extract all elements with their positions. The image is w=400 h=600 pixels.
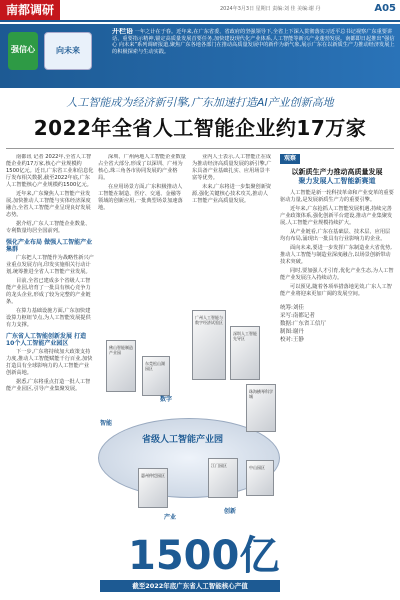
paragraph: 近年来,广东聚焦人工智能产业发展,加快推动人工智能与实体经济深度融合,全省人工智能产业呈现良好发展态势。 (6, 191, 91, 218)
headline-figure: 1500亿 (128, 533, 280, 579)
column-intro (112, 28, 396, 84)
paragraph: 面向未来,要进一步发挥广东制造业大省优势,推动人工智能与制造业深度融合,以场景创新带动技术突破。 (280, 245, 392, 265)
paragraph: 下一步,广东将持续加大政策支持力度,推动人工智能赋能千行百业,加快打造具有全球影响力的人工智能产业创新高地。 (6, 349, 93, 376)
strengthen-confidence-logo: 强信心 (8, 32, 38, 70)
credits: 统筹:刘佳 采写:南都记者 数据:广东省工信厅 制图:谢丹 校对:王静 (280, 305, 326, 343)
headline-divider (6, 148, 394, 149)
paragraph: 在算力基础设施方面,广东加快建设算力枢纽节点,为人工智能发展提供有力支撑。 (6, 308, 91, 328)
location-pin: 产业 (164, 514, 177, 521)
sub-headline: 人工智能成为经济新引擎,广东加速打造AI产业创新高地 (66, 96, 334, 109)
location-pin: 智能 (100, 420, 113, 427)
sidebar-tag: 观察 (280, 154, 300, 164)
figure-caption: 截至2022年底广东省人工智能核心产值 (100, 580, 280, 592)
building: 江门园区 (208, 458, 238, 498)
location-pin: 数字 (160, 396, 173, 403)
paragraph: 从产业链看,广东在基础层、技术层、应用层均有布局,涌现出一批具有行业影响力的企业。 (280, 229, 391, 242)
paragraph: 可以预见,随着各项举措落地见效,广东人工智能产业将迎来更加广阔的发展空间。 (280, 284, 392, 297)
page-header (0, 0, 400, 22)
building: 深圳人工智能先导区 (230, 326, 260, 380)
sidebar-commentary (280, 168, 394, 596)
paragraph: 业内人士表示,人工智能正在成为推动经济高质量发展的新引擎,广东具备产业基础扎实、应用场景丰富等优势。 (192, 154, 272, 181)
intro-lead: 开栏语 (112, 28, 133, 35)
location-pin: 创新 (224, 508, 237, 515)
paragraph: 同时,要加强人才引育,优化产业生态,为人工智能产业发展注入持续动力。 (280, 268, 394, 281)
page-number: A05 (374, 3, 396, 14)
towards-future-logo: 向未来 (44, 32, 92, 70)
building: 佛山智能制造产业园 (106, 340, 136, 392)
ai-park-infographic (96, 300, 280, 536)
section-heading: 广东省人工智能创新发展 打造10个人工智能产业园区 (6, 333, 87, 347)
article-column-3 (192, 154, 272, 304)
header-meta: 2024年3月3日 星期日 责编:刘 佳 美编:谢 丹 (220, 6, 321, 12)
paragraph: 在应用场景方面,广东积极推动人工智能在制造、医疗、交通、金融等领域的创新应用,一批典型场景加速落地。 (98, 184, 183, 211)
building: 珠海横琴科学城 (246, 384, 276, 432)
building: 中山园区 (246, 460, 274, 496)
building: 惠州仲恺园区 (138, 468, 168, 508)
section-heading: 强化产业布局 做强人工智能产业集群 (6, 239, 93, 253)
intro-text: 一年之计在于春。近年来,在广东省委、省政府的坚强领导下,全省上下深入贯彻落实习近平总书记视察广东重要讲话、重要指示精神,锚定高质量发展首要任务,加快建设现代化产业体系,人工智能等新兴产业蓬勃发展。南都即日起推出“强信心 向未来”系列调研报道,聚焦广东各地各部门在推动高质量发展中的新作为新气象,展示广东在以新质生产力推动经济发展上的积极探索与生动实践。 (112, 29, 395, 55)
paragraph: 深圳、广州两地人工智能企业数量占全省大部分,形成了以深圳、广州为核心,珠三角各市协同发展的产业格局。 (98, 154, 186, 181)
paragraph: 近年来,广东抢抓人工智能发展机遇,持续完善产业政策体系,强化创新平台建设,推动产业集聚发展,人工智能产业规模持续扩大。 (280, 206, 393, 226)
paragraph: 据介绍,广东人工智能企业数量、专利数量均居全国前列。 (6, 221, 91, 234)
article-column-1 (6, 154, 94, 594)
paragraph: 人工智能是新一轮科技革命和产业变革的重要驱动力量,是发展新质生产力的重要引擎。 (280, 190, 394, 203)
main-headline: 2022年全省人工智能企业约17万家 (33, 116, 367, 140)
park-label: 省级人工智能产业园 (142, 435, 224, 445)
paragraph: 南都讯 记者 2022年,全省人工智能企业约17万家,核心产业规模约1500亿元。近日,广东省工业和信息化厅发布相关数据,截至2022年底,广东人工智能核心产业规模约1500亿元。 (6, 154, 94, 188)
section-brand: 南都调研 (0, 0, 60, 20)
paragraph: 目前,全省已建成多个省级人工智能产业园,培育了一批具有核心竞争力的龙头企业,形成了较为完整的产业链条。 (6, 278, 91, 305)
building: 东莞松山湖园区 (142, 356, 170, 396)
paragraph: 广东把人工智能作为战略性新兴产业重点发展方向,印发实施相关行动计划,统筹推进全省人工智能产业发展。 (6, 255, 94, 275)
article-column-2 (98, 154, 186, 304)
paragraph: 据悉,广东将重点打造一批人工智能产业园区,引导产业集聚发展。 (6, 379, 91, 392)
paragraph: 未来,广东将进一步集聚创新资源,强化关键核心技术攻关,推动人工智能产业高质量发展。 (192, 184, 272, 204)
building: 广州人工智能与数字经济试验区 (192, 310, 226, 380)
column-banner (0, 24, 400, 88)
sidebar-title: 以新质生产力推动高质量发展 聚力发展人工智能新赛道 (291, 168, 383, 185)
